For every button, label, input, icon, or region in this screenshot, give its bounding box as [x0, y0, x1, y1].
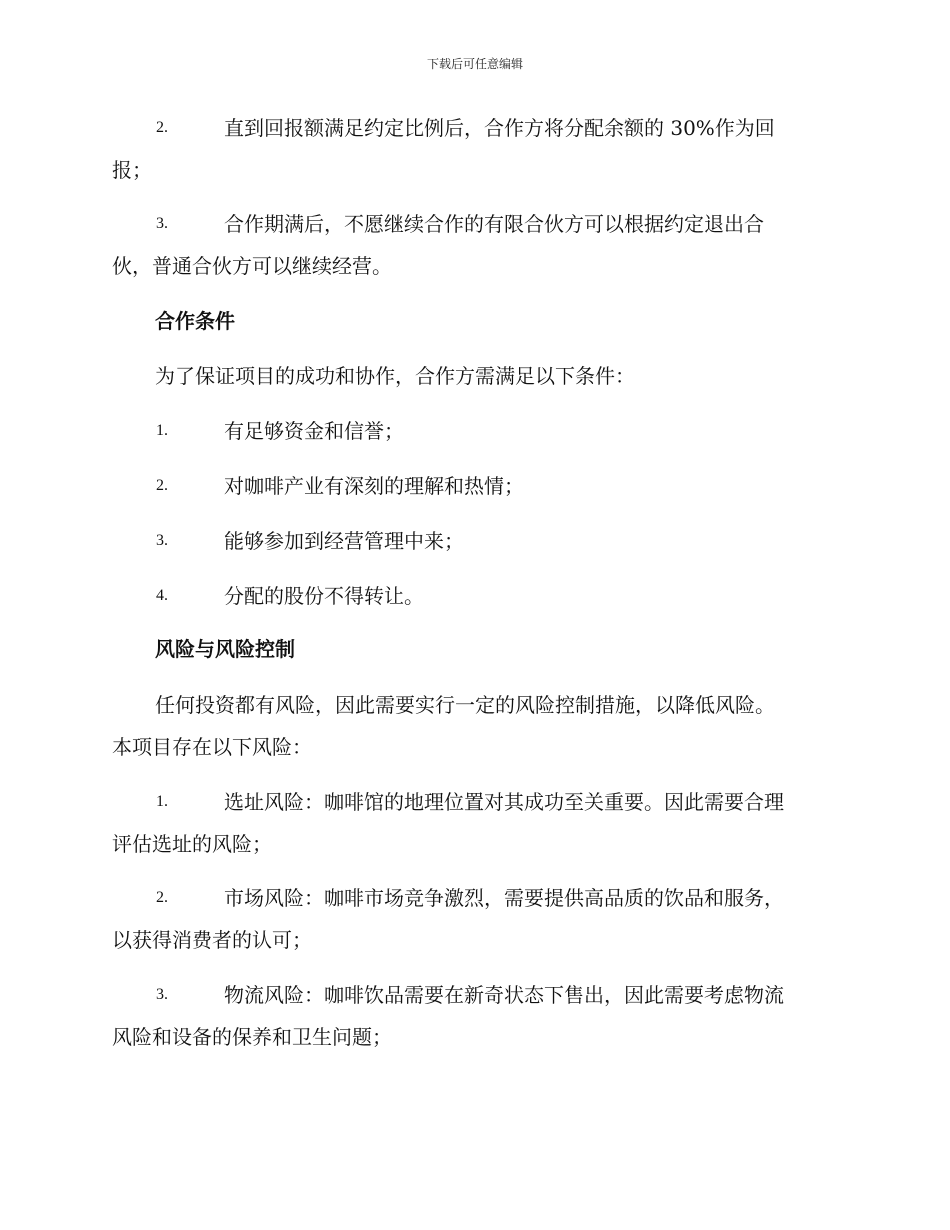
list-text-line: 以获得消费者的认可； — [112, 928, 312, 952]
list-number: 2. — [156, 889, 168, 906]
list-number: 2. — [156, 477, 168, 494]
list-item — [112, 465, 842, 507]
list-number: 3. — [156, 986, 168, 1003]
list-text-line: 能够参加到经营管理中来； — [224, 529, 464, 553]
list-text-line: 物流风险：咖啡饮品需要在新奇状态下售出，因此需要考虑物流 — [224, 983, 784, 1007]
list-text-line: 直到回报额满足约定比例后，合作方将分配余额的 30%作为回 — [224, 116, 775, 140]
list-text-line: 伙，普通合伙方可以继续经营。 — [112, 254, 392, 278]
list-text-line: 分配的股份不得转让。 — [224, 584, 424, 608]
list-item — [112, 781, 842, 865]
list-item — [112, 203, 842, 287]
list-item — [112, 520, 842, 562]
list-number: 3. — [156, 532, 168, 549]
section-heading-conditions: 合作条件 — [155, 309, 235, 333]
list-text-line: 选址风险：咖啡馆的地理位置对其成功至关重要。因此需要合理 — [224, 790, 784, 814]
list-text-line: 有足够资金和信誉； — [224, 419, 404, 443]
paragraph-line: 为了保证项目的成功和协作，合作方需满足以下条件： — [155, 364, 635, 388]
list-item — [112, 410, 842, 452]
list-text-line: 市场风险：咖啡市场竞争激烈，需要提供高品质的饮品和服务， — [224, 886, 784, 910]
list-number: 1. — [156, 422, 168, 439]
list-text-line: 风险和设备的保养和卫生问题； — [112, 1025, 392, 1049]
list-item — [112, 877, 842, 961]
list-text-line: 对咖啡产业有深刻的理解和热情； — [224, 474, 524, 498]
list-number: 4. — [156, 587, 168, 604]
list-item — [112, 974, 842, 1058]
page-header: 下载后可任意编辑 — [426, 57, 523, 71]
risk-intro — [112, 684, 842, 768]
list-item — [112, 107, 842, 191]
paragraph-line: 本项目存在以下风险： — [112, 735, 312, 759]
section-heading-risk: 风险与风险控制 — [155, 637, 295, 661]
paragraph-line: 任何投资都有风险，因此需要实行一定的风险控制措施，以降低风险。 — [155, 693, 775, 717]
list-text-line: 报； — [112, 158, 152, 182]
list-number: 1. — [156, 793, 168, 810]
list-text-line: 评估选址的风险； — [112, 832, 272, 856]
conditions-intro — [112, 355, 842, 397]
list-number: 2. — [156, 119, 168, 136]
list-item — [112, 575, 842, 617]
list-text-line: 合作期满后，不愿继续合作的有限合伙方可以根据约定退出合 — [224, 212, 764, 236]
list-number: 3. — [156, 215, 168, 232]
